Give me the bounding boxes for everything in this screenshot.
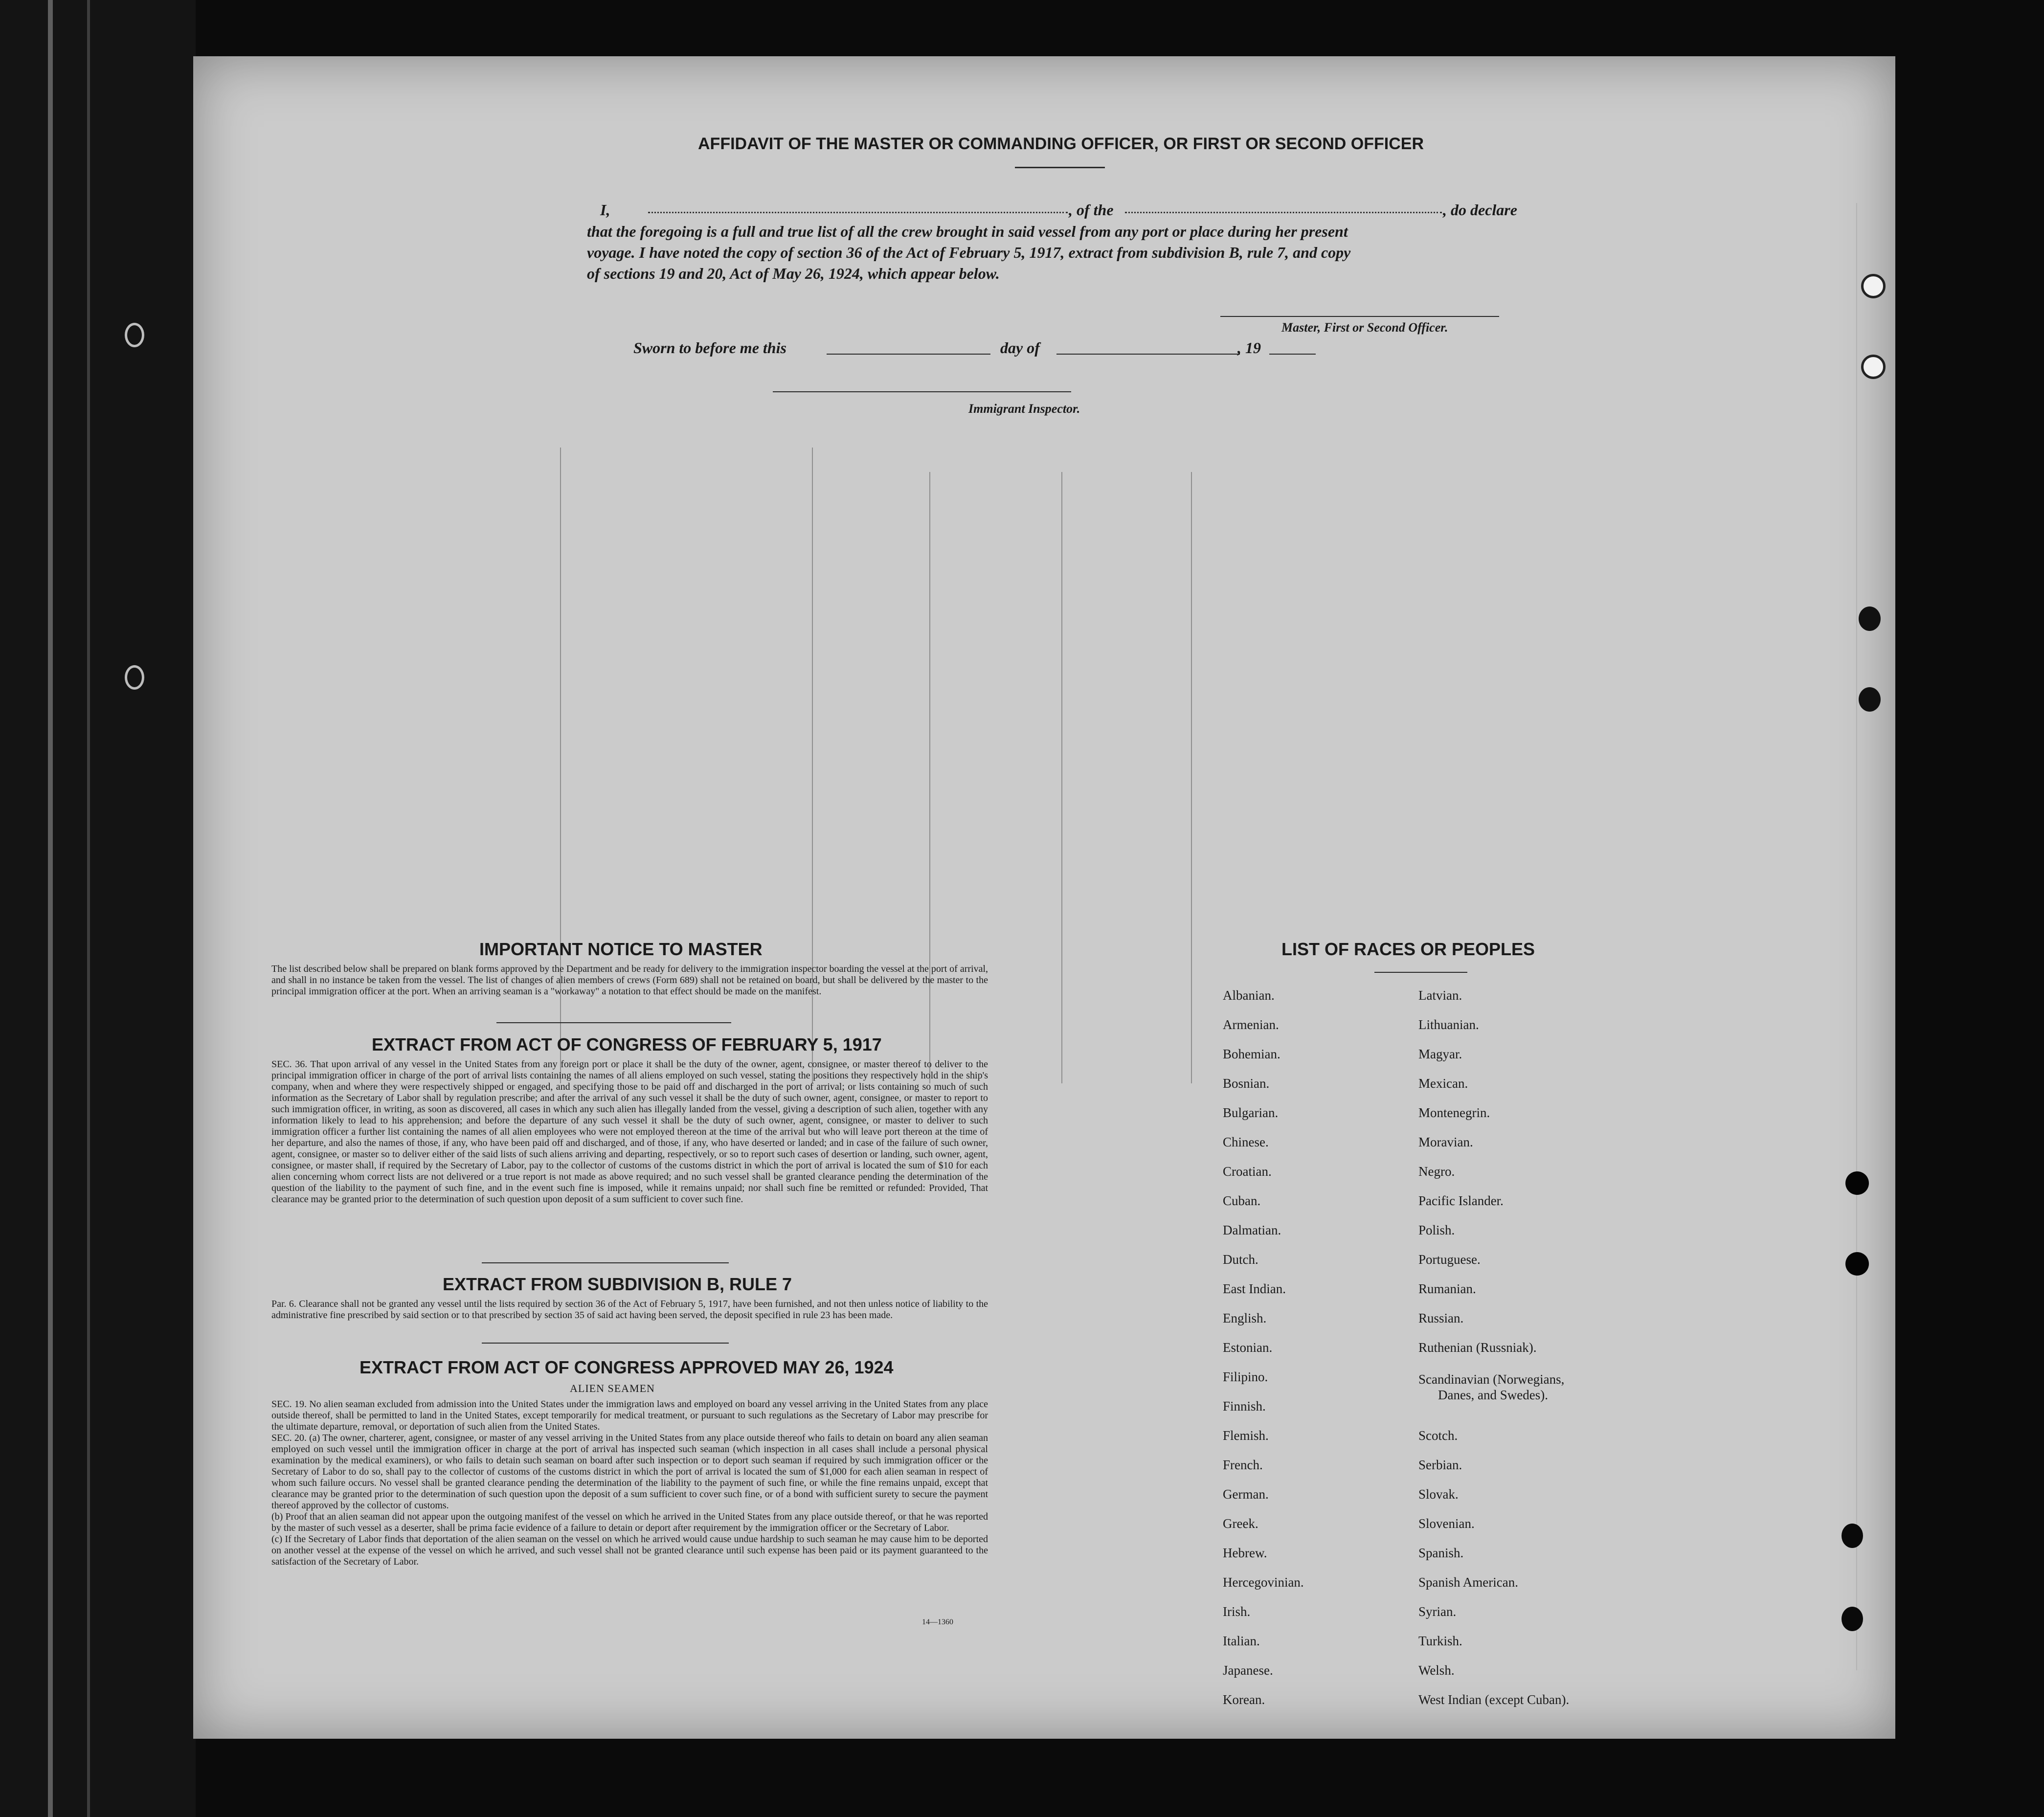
extract-rule7-title: EXTRACT FROM SUBDIVISION B, RULE 7 [443,1274,792,1294]
bleed-through [1856,203,1857,1670]
race-item: Mexican. [1418,1076,1468,1091]
affidavit-line1: that the foregoing is a full and true list of all the crew brought in said vessel from any port or place during her present [587,223,1348,240]
race-item: Slovenian. [1418,1516,1475,1531]
punch-hole-icon [1859,606,1881,631]
race-item: Finnish. [1223,1399,1266,1413]
race-item: Latvian. [1418,988,1462,1003]
race-item: Bosnian. [1223,1076,1270,1091]
race-item: Montenegrin. [1418,1105,1490,1120]
race-item: Ruthenian (Russniak). [1418,1340,1537,1355]
affidavit-title: AFFIDAVIT OF THE MASTER OR COMMANDING OFFICER, OR FIRST OR SECOND OFFICER [698,135,1424,153]
race-item: Magyar. [1418,1047,1462,1061]
section-20c: (c) If the Secretary of Labor finds that deportation of the alien seaman on the vessel on which he arrived would cause undue hardship to such seaman he may cause him to be deported on another vessel at the expense of the vessel on which he arrived, and such vessel shall not be granted clearance until such expense has been paid or its payment guaranteed to the satisfaction of the Secretary of Labor. [271,1534,988,1567]
race-item: Russian. [1418,1311,1464,1325]
race-item: East Indian. [1223,1281,1286,1296]
race-item: Bulgarian. [1223,1105,1279,1120]
race-item: Serbian. [1418,1458,1462,1472]
race-item: French. [1223,1458,1263,1472]
race-item: Lithuanian. [1418,1017,1479,1032]
race-item: Greek. [1223,1516,1258,1531]
race-item: Chinese. [1223,1135,1269,1149]
scan-edge [0,0,196,1817]
race-item: West Indian (except Cuban). [1418,1692,1570,1707]
bleed-through [1191,472,1192,1083]
punch-hole-icon [1845,1171,1869,1195]
year-label: , 19 [1237,339,1261,357]
race-item: Rumanian. [1418,1281,1476,1296]
race-item: English. [1223,1311,1267,1325]
extract-1924-title: EXTRACT FROM ACT OF CONGRESS APPROVED MAY 26, 1924 [359,1357,894,1377]
sworn-day-field[interactable] [827,354,990,355]
section-20b: (b) Proof that an alien seaman did not appear upon the outgoing manifest of the vessel on which he arrived in the United States from any place outside thereof, or that he was reported by the master of such vessel as a deserter, shall be prima facie evidence of a failure to detain or deport after requirement by the immigration officer or the Secretary of Labor. [271,1511,988,1533]
punch-hole-icon [1861,355,1886,379]
race-item: Hebrew. [1223,1546,1267,1560]
races-title: LIST OF RACES OR PEOPLES [1281,939,1535,959]
race-item: Filipino. [1223,1369,1268,1384]
form-number: 14—1360 [922,1618,953,1626]
race-item: Pacific Islander. [1418,1193,1504,1208]
extract-1917-body: SEC. 36. That upon arrival of any vessel in the United States from any foreign port or place it shall be the duty of the owner, agent, consignee, or master thereof to deliver to the principal immigration officer in charge of the port of arrival lists containing the names of all aliens employed on such vessel, stating the positions they respectively hold in the ship's company, when and where they were respectively shipped or engaged, and specifying those to be paid off and discharged in the port of arrival; or lists containing so much of such information as the Secretary of Labor shall by regulation prescribe; and after the arrival of any such vessel it shall be the duty of such owner, agent, consignee, or master to report to such immigration officer, in writing, as soon as discovered, all cases in which any such alien has illegally landed from the vessel, giving a description of such alien, together with any information likely to lead to his apprehension; and before the departure of any such vessel it shall be the duty of such owner, agent, consignee, or master to deliver to such immigration officer a further list containing the names of all alien employees who were not employed thereon at the time of the arrival but who will leave port thereon at the time of her departure, and also the names of those, if any, who have been paid off and discharged, and of those, if any, who have deserted or landed; and in case of the failure of such owner, agent, consignee, or master so to deliver either of the said lists of such aliens arriving and departing, respectively, or so to report such cases of desertion or landing, such owner, agent, consignee, or master shall, if required by the Secretary of Labor, pay to the collector of customs of the customs district in which the port of arrival is located the sum of $10 for each alien concerning whom correct lists are not delivered or a true report is not made as above required; and no such vessel shall be granted clearance pending the determination of the question of the liability to the payment of such fine, and in the event such fine is imposed, while it remains unpaid; nor shall such fine be remitted or refunded: Provided, That clearance may be granted prior to the determination of such question upon deposit of a sum sufficient to cover such fine. [271,1059,988,1205]
binding-hole-icon [125,323,144,347]
sworn-label: Sworn to before me this [633,339,786,357]
race-item: Spanish. [1418,1546,1464,1560]
inspector-label: Immigrant Inspector. [968,402,1080,416]
punch-hole-icon [1842,1607,1863,1631]
scan-edge-line [87,0,90,1817]
race-item: Moravian. [1418,1135,1473,1149]
punch-hole-icon [1861,274,1886,298]
race-item: Japanese. [1223,1663,1273,1678]
race-item: Bohemian. [1223,1047,1280,1061]
master-name-field[interactable] [648,212,1068,213]
divider [1015,167,1105,168]
divider [496,1022,731,1023]
race-item: Negro. [1418,1164,1455,1179]
race-item: Polish. [1418,1223,1455,1237]
divider [482,1262,729,1263]
day-of-label: day of [1000,339,1040,357]
race-item: Danes, and Swedes). [1438,1388,1548,1402]
section-19: SEC. 19. No alien seaman excluded from admission into the United States under the immigration laws and employed on board any vessel arriving in the United States from any place outside thereof, shall be permitted to land in the United States, except temporarily for medical treatment, or pursuant to such regulations as the Secretary of Labor may prescribe for the ultimate departure, removal, or deportation of such alien from the United States. [271,1399,988,1432]
affidavit-of-the: , of the [1069,201,1114,219]
race-item: German. [1223,1487,1269,1502]
notice-body: The list described below shall be prepared on blank forms approved by the Department and be ready for delivery to the immigration inspector boarding the vessel at the port of arrival, and shall in no instance be taken from the vessel. The list of changes of alien members of crews (Form 689) shall not be retained on board, but shall be delivered by the master to the principal immigration officer at the port. When an arriving seaman is a "workaway" a notation to that effect should be made on the manifest. [271,964,988,997]
sworn-month-field[interactable] [1056,354,1240,355]
extract-1917-title: EXTRACT FROM ACT OF CONGRESS OF FEBRUARY 5, 1917 [372,1034,882,1054]
race-item: Hercegovinian. [1223,1575,1304,1590]
punch-hole-icon [1842,1524,1863,1548]
vessel-name-field[interactable] [1125,212,1442,213]
master-signature-line[interactable] [1220,316,1499,317]
race-item: Turkish. [1418,1634,1462,1648]
divider [482,1343,729,1344]
affidavit-line2: voyage. I have noted the copy of section 36 of the Act of February 5, 1917, extract from subdivision B, rule 7, and copy [587,244,1351,261]
notice-title: IMPORTANT NOTICE TO MASTER [479,939,763,959]
race-item: Dutch. [1223,1252,1258,1267]
race-item: Scotch. [1418,1428,1458,1443]
extract-1924-body [271,1399,988,1568]
sworn-year-field[interactable] [1269,354,1316,355]
punch-hole-icon [1859,687,1881,712]
race-item: Scandinavian (Norwegians, [1418,1372,1565,1387]
race-item: Welsh. [1418,1663,1455,1678]
section-20a: SEC. 20. (a) The owner, charterer, agent, consignee, or master of any vessel arriving in the United States from any place outside thereof who fails to detain on board any alien seaman employed on such vessel until the immigration officer in charge at the port of arrival has inspected such seaman (which inspection in all cases shall include a personal physical examination by the medical examiners), or who fails to detain such seaman on board after such inspection or to deport such seaman if required by such immigration officer or the Secretary of Labor to do so, shall pay to the collector of customs of the customs district in which the port of arrival is located the sum of $1,000 for each alien seaman in respect of whom such failure occurs. No vessel shall be granted clearance pending the determination of the liability to the payment of such fine, or while the fine remains unpaid, except that clearance may be granted prior to the determination of such question upon the deposit of a sum sufficient to cover such fine, or of a bond with sufficient surety to secure the payment thereof approved by the collector of customs. [271,1433,988,1511]
race-item: Cuban. [1223,1193,1261,1208]
master-signature-label: Master, First or Second Officer. [1281,320,1448,335]
race-item: Croatian. [1223,1164,1272,1179]
race-item: Estonian. [1223,1340,1273,1355]
race-item: Spanish American. [1418,1575,1518,1590]
binding-hole-icon [125,665,144,690]
affidavit-i: I, [600,201,610,219]
bleed-through [1061,472,1062,1083]
extract-rule7-body: Par. 6. Clearance shall not be granted any vessel until the lists required by section 36 of the Act of February 5, 1917, have been furnished, and not then unless notice of liability to the administrative fine prescribed by said section or to that prescribed by section 35 of said act having been served, the deposit specified in rule 23 has been made. [271,1299,988,1321]
inspector-signature-line[interactable] [773,391,1071,392]
divider [1374,972,1467,973]
scan-edge-line [48,0,53,1817]
race-item: Portuguese. [1418,1252,1481,1267]
race-item: Korean. [1223,1692,1265,1707]
race-item: Slovak. [1418,1487,1459,1502]
race-item: Albanian. [1223,988,1275,1003]
punch-hole-icon [1845,1252,1869,1276]
extract-1924-subtitle: ALIEN SEAMEN [570,1382,655,1394]
affidavit-line3: of sections 19 and 20, Act of May 26, 1924, which appear below. [587,265,1000,282]
race-item: Flemish. [1223,1428,1269,1443]
race-item: Italian. [1223,1634,1260,1648]
manifest-page [193,56,1895,1739]
race-item: Dalmatian. [1223,1223,1281,1237]
race-item: Irish. [1223,1604,1251,1619]
affidavit-do-declare: , do declare [1443,201,1517,219]
race-item: Armenian. [1223,1017,1279,1032]
race-item: Syrian. [1418,1604,1457,1619]
